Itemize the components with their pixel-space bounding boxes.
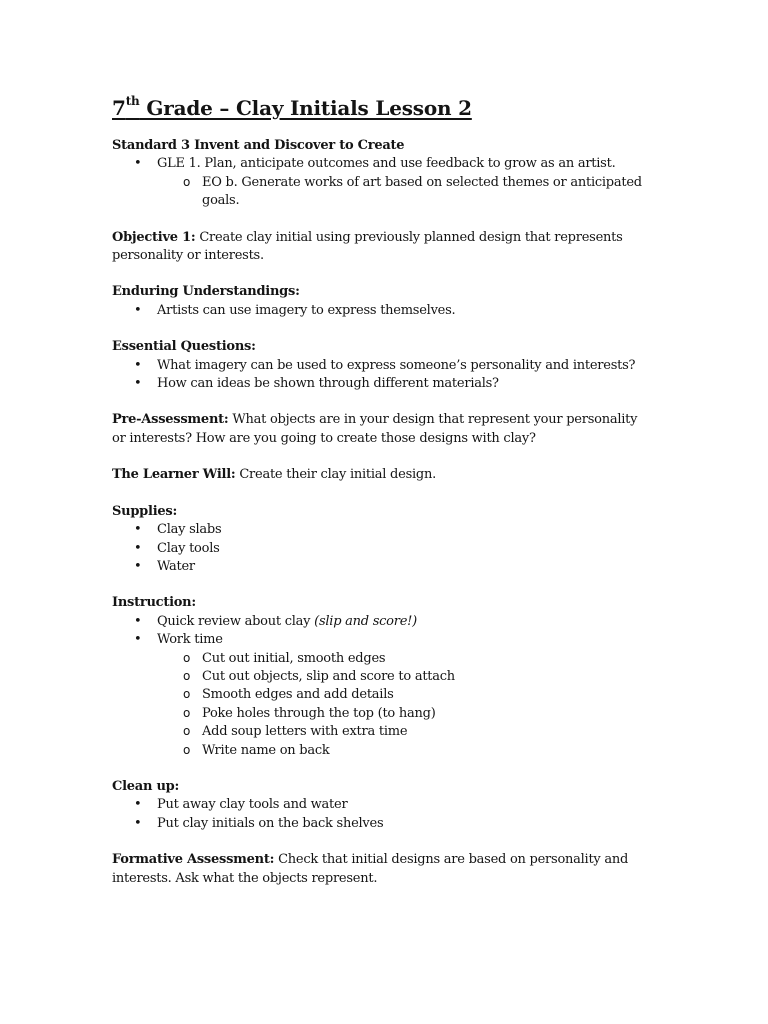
- list-item: [112, 375, 652, 393]
- cleanup-section: [112, 778, 652, 833]
- pre-assessment-section: [112, 411, 652, 448]
- bullet-icon: •: [134, 156, 142, 172]
- list-item: [112, 302, 652, 320]
- title-superscript: th: [125, 94, 140, 109]
- supplies-section: [112, 503, 652, 577]
- step-text: Cut out objects, slip and score to attach: [202, 668, 455, 684]
- standard-section: [112, 137, 652, 211]
- bullet-icon: •: [134, 613, 142, 629]
- list-item: [112, 742, 652, 760]
- list-item-text: Artists can use imagery to express themselves.: [157, 302, 456, 318]
- essential-section: [112, 338, 652, 393]
- instruction-steps-list: [112, 650, 652, 760]
- bullet-icon: •: [134, 558, 142, 574]
- instruction-heading: Instruction:: [112, 595, 196, 611]
- list-item-text: Clay slabs: [157, 522, 222, 538]
- standard-gle-text: GLE 1. Plan, anticipate outcomes and use feedback to grow as an artist.: [157, 156, 616, 172]
- standard-eo-text: EO b. Generate works of art based on selected themes or anticipated goals.: [202, 174, 642, 209]
- cleanup-heading: Clean up:: [112, 778, 180, 794]
- standard-heading: Standard 3 Invent and Discover to Create: [112, 138, 405, 153]
- step-text: Poke holes through the top (to hang): [202, 705, 436, 721]
- list-item-text: Clay tools: [157, 540, 220, 556]
- instruction-section: [112, 594, 652, 760]
- lesson-document: [112, 93, 652, 906]
- circle-bullet-icon: o: [183, 668, 191, 683]
- page-title: [112, 93, 652, 123]
- enduring-heading: Enduring Understandings:: [112, 284, 300, 300]
- learner-text: Create their clay initial design.: [235, 467, 436, 483]
- instruction-list: [112, 613, 652, 650]
- step-text: Write name on back: [202, 742, 330, 758]
- circle-bullet-icon: o: [183, 650, 191, 665]
- essential-heading: Essential Questions:: [112, 339, 256, 355]
- standard-sub-list: [112, 174, 652, 211]
- bullet-icon: •: [134, 357, 142, 373]
- circle-bullet-icon: o: [183, 687, 191, 702]
- list-item-text: Put away clay tools and water: [157, 797, 348, 813]
- pre-assessment-paragraph: [112, 411, 652, 448]
- circle-bullet-icon: o: [183, 174, 191, 189]
- list-item: [112, 796, 652, 814]
- bullet-icon: •: [134, 815, 142, 831]
- bullet-icon: •: [134, 522, 142, 538]
- objective-paragraph: [112, 229, 652, 266]
- list-item: [112, 705, 652, 723]
- list-item-text: How can ideas be shown through different materials?: [157, 376, 499, 392]
- list-item: [112, 155, 652, 173]
- learner-label: The Learner Will:: [112, 467, 236, 483]
- objective-label: Objective 1:: [112, 229, 196, 245]
- standard-list: [112, 155, 652, 173]
- essential-list: [112, 357, 652, 394]
- title-rest: Grade – Clay Initials Lesson 2: [139, 96, 472, 120]
- list-item: [112, 650, 652, 668]
- bullet-icon: •: [134, 540, 142, 556]
- objective-section: [112, 229, 652, 266]
- learner-section: [112, 466, 652, 484]
- enduring-section: [112, 283, 652, 320]
- title-prefix: 7: [112, 96, 126, 120]
- circle-bullet-icon: o: [183, 724, 191, 739]
- formative-section: [112, 851, 652, 888]
- list-item: [112, 686, 652, 704]
- instruction-review-text: Quick review about clay: [157, 613, 315, 629]
- list-item: [112, 815, 652, 833]
- bullet-icon: •: [134, 302, 142, 318]
- learner-paragraph: [112, 466, 652, 484]
- supplies-list: [112, 521, 652, 576]
- list-item-text: What imagery can be used to express someone’s personality and interests?: [157, 357, 636, 373]
- list-item-text: Water: [157, 558, 195, 574]
- formative-paragraph: [112, 851, 652, 888]
- objective-text: Create clay initial using previously planned design that represents personality or interests.: [112, 229, 623, 264]
- pre-assessment-text: What objects are in your design that represent your personality or interests? How are you going to create those designs with clay?: [112, 412, 638, 446]
- list-item: [112, 521, 652, 539]
- instruction-work-time: Work time: [157, 632, 223, 648]
- enduring-list: [112, 302, 652, 320]
- step-text: Smooth edges and add details: [202, 687, 394, 703]
- list-item-text: Put clay initials on the back shelves: [157, 815, 384, 831]
- instruction-review-italic: (slip and score!): [314, 613, 417, 629]
- list-item: [112, 357, 652, 375]
- circle-bullet-icon: o: [183, 742, 191, 757]
- list-item: [112, 558, 652, 576]
- bullet-icon: •: [134, 797, 142, 813]
- formative-text: Check that initial designs are based on personality and interests. Ask what the objects represent.: [112, 852, 629, 886]
- cleanup-list: [112, 796, 652, 833]
- list-item: [112, 613, 652, 631]
- step-text: Cut out initial, smooth edges: [202, 650, 386, 666]
- bullet-icon: •: [134, 376, 142, 392]
- list-item: [112, 723, 652, 741]
- pre-assessment-label: Pre-Assessment:: [112, 412, 229, 428]
- bullet-icon: •: [134, 632, 142, 648]
- formative-label: Formative Assessment:: [112, 852, 275, 868]
- list-item: [112, 540, 652, 558]
- list-item: [112, 668, 652, 686]
- supplies-heading: Supplies:: [112, 503, 178, 519]
- step-text: Add soup letters with extra time: [202, 724, 408, 740]
- list-item: [112, 174, 652, 211]
- list-item: [112, 631, 652, 649]
- circle-bullet-icon: o: [183, 705, 191, 720]
